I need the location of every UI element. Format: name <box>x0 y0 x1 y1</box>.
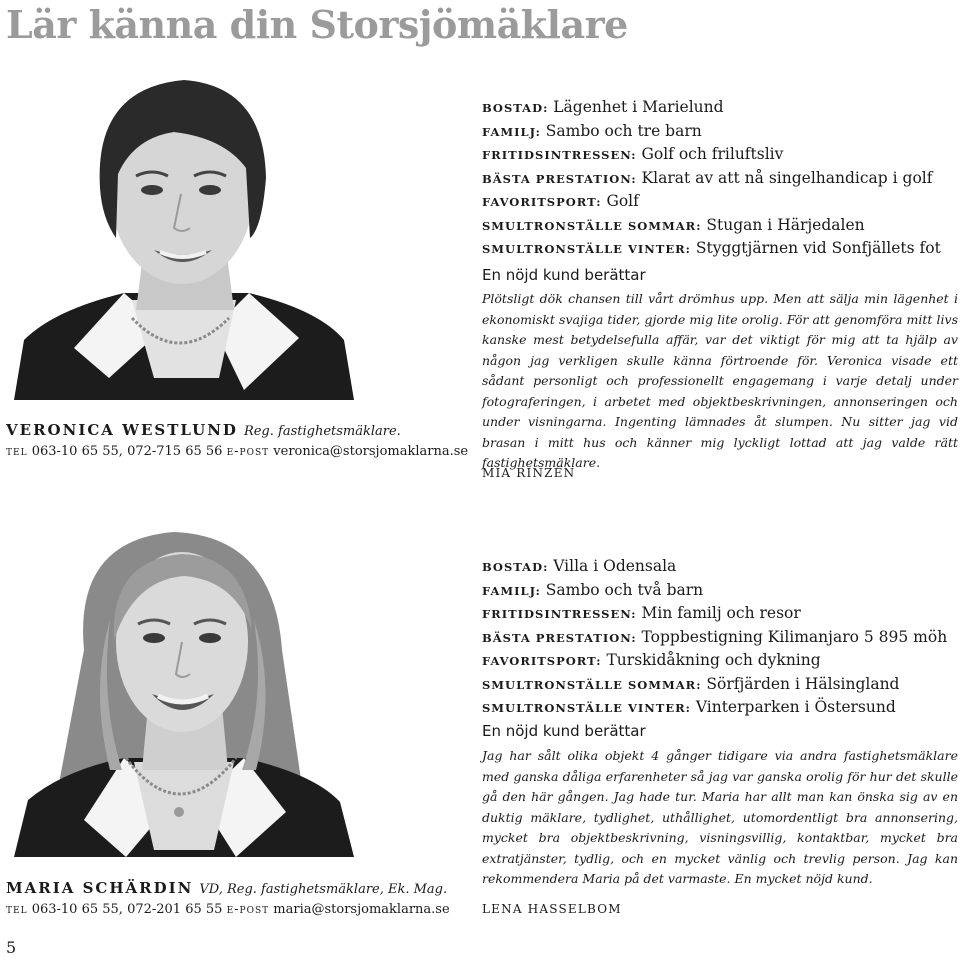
fact-label: BÄSTA PRESTATION: <box>482 171 637 186</box>
fact-bostad <box>482 555 947 579</box>
fact-value: Golf <box>606 192 639 210</box>
fact-value: Min familj och resor <box>641 604 801 622</box>
fact-label: FRITIDSINTRESSEN: <box>482 148 637 162</box>
reviewer-name: MIA RINZÉN <box>482 466 576 480</box>
fact-label: FAMILJ: <box>482 583 541 598</box>
fact-bostad <box>482 96 941 120</box>
email-label: e-post <box>226 902 270 917</box>
fact-fritidsintressen <box>482 602 947 626</box>
fact-value: Toppbestigning Kilimanjaro 5 895 möh <box>641 627 948 646</box>
page-number: 5 <box>6 938 17 957</box>
page-title: Lär känna din Storsjömäklare <box>6 2 628 47</box>
fact-value: Styggtjärnen vid Sonfjällets fot <box>695 239 941 257</box>
fact-smultronstalle-sommar <box>482 673 947 697</box>
fact-label: FAVORITSPORT: <box>482 654 602 668</box>
fact-favoritsport <box>482 190 941 214</box>
fact-label: SMULTRONSTÄLLE VINTER: <box>482 701 691 715</box>
agent-title: VD, Reg. fastighetsmäklare, Ek. Mag. <box>199 882 448 897</box>
review-text: Jag har sålt olika objekt 4 gånger tidigare via andra fastighetsmäklare med ganska dåliga erfarenheter så jag var ganska orolig för hur det skulle gå den här gången. Jag hade tur. Maria har allt man kan önska sig av en duktig mäklare, tydlighet, uthållighet, utomordentligt bra annonsering, mycket bra objektbeskrivning, visningsvillig, kontaktbar, mycket bra extratjänster, tydlig, och en mycket vänlig och trevlig person. Jag kan rekommendera Maria på det varmaste. En mycket nöjd kund. <box>482 748 958 886</box>
reviewer-name: LENA HASSELBOM <box>482 902 622 916</box>
tel-number: 063-10 65 55, 072-715 65 56 <box>31 444 223 459</box>
email-label: e-post <box>226 444 270 459</box>
fact-value: Sambo och två barn <box>545 580 704 599</box>
fact-label: FAVORITSPORT: <box>482 195 602 209</box>
agent-contact-veronica <box>6 420 468 462</box>
fact-basta-prestation <box>482 167 941 191</box>
fact-label: BOSTAD: <box>482 101 549 115</box>
agent-name: MARIA SCHÄRDIN <box>6 879 194 897</box>
email-address[interactable]: veronica@storsjomaklarna.se <box>273 444 469 459</box>
fact-value: Sörfjärden i Hälsingland <box>706 674 900 693</box>
agent-facts-maria <box>482 555 947 720</box>
fact-value: Klarat av att nå singelhandicap i golf <box>641 168 933 187</box>
fact-familj <box>482 120 941 144</box>
agent-contact-maria <box>6 878 450 920</box>
agent-photo-veronica <box>14 78 354 400</box>
fact-familj <box>482 579 947 603</box>
fact-smultronstalle-vinter <box>482 696 947 720</box>
fact-smultronstalle-vinter <box>482 237 941 261</box>
review-heading: En nöjd kund berättar <box>482 266 646 284</box>
fact-value: Turskidåkning och dykning <box>606 651 821 669</box>
fact-label: BÄSTA PRESTATION: <box>482 630 637 645</box>
tel-label: tel <box>6 902 28 917</box>
fact-label: SMULTRONSTÄLLE SOMMAR: <box>482 677 702 692</box>
fact-value: Lägenhet i Marielund <box>553 98 724 116</box>
fact-basta-prestation <box>482 626 947 650</box>
email-address[interactable]: maria@storsjomaklarna.se <box>273 902 450 917</box>
fact-favoritsport <box>482 649 947 673</box>
fact-fritidsintressen <box>482 143 941 167</box>
fact-label: FRITIDSINTRESSEN: <box>482 607 637 621</box>
fact-value: Sambo och tre barn <box>545 121 702 140</box>
fact-label: BOSTAD: <box>482 560 549 574</box>
fact-value: Golf och friluftsliv <box>641 145 784 163</box>
agent-name: VERONICA WESTLUND <box>6 421 238 439</box>
review-text: Plötsligt dök chansen till vårt drömhus upp. Men att sälja min lägenhet i ekonomiskt svajiga tider, gjorde mig lite orolig. För att genomföra mitt livs kanske mest betydelsefulla affär, var det viktigt för mig att ta hjälp av någon jag verkligen skulle känna förtroende för. Veronica visade ett sådant personligt och professionellt engagemang i varje detalj under fotograferingen, i arbetet med objektbeskrivningen, annonseringen och under visningarna. Ingenting lämnades åt slumpen. Nu sitter jag vid brasan i mitt hus och känner mig lyckligt lottad att jag valde rätt fastighetsmäklare. <box>482 291 958 470</box>
tel-number: 063-10 65 55, 072-201 65 55 <box>31 902 223 917</box>
fact-label: SMULTRONSTÄLLE VINTER: <box>482 242 691 256</box>
fact-label: FAMILJ: <box>482 124 541 139</box>
agent-photo-maria <box>14 530 354 857</box>
review-heading: En nöjd kund berättar <box>482 722 646 740</box>
fact-value: Vinterparken i Östersund <box>695 698 896 716</box>
fact-label: SMULTRONSTÄLLE SOMMAR: <box>482 218 702 233</box>
agent-facts-veronica <box>482 96 941 261</box>
agent-title: Reg. fastighetsmäklare. <box>243 424 401 439</box>
fact-smultronstalle-sommar <box>482 214 941 238</box>
fact-value: Stugan i Härjedalen <box>706 215 865 234</box>
tel-label: tel <box>6 444 28 459</box>
fact-value: Villa i Odensala <box>553 557 677 575</box>
